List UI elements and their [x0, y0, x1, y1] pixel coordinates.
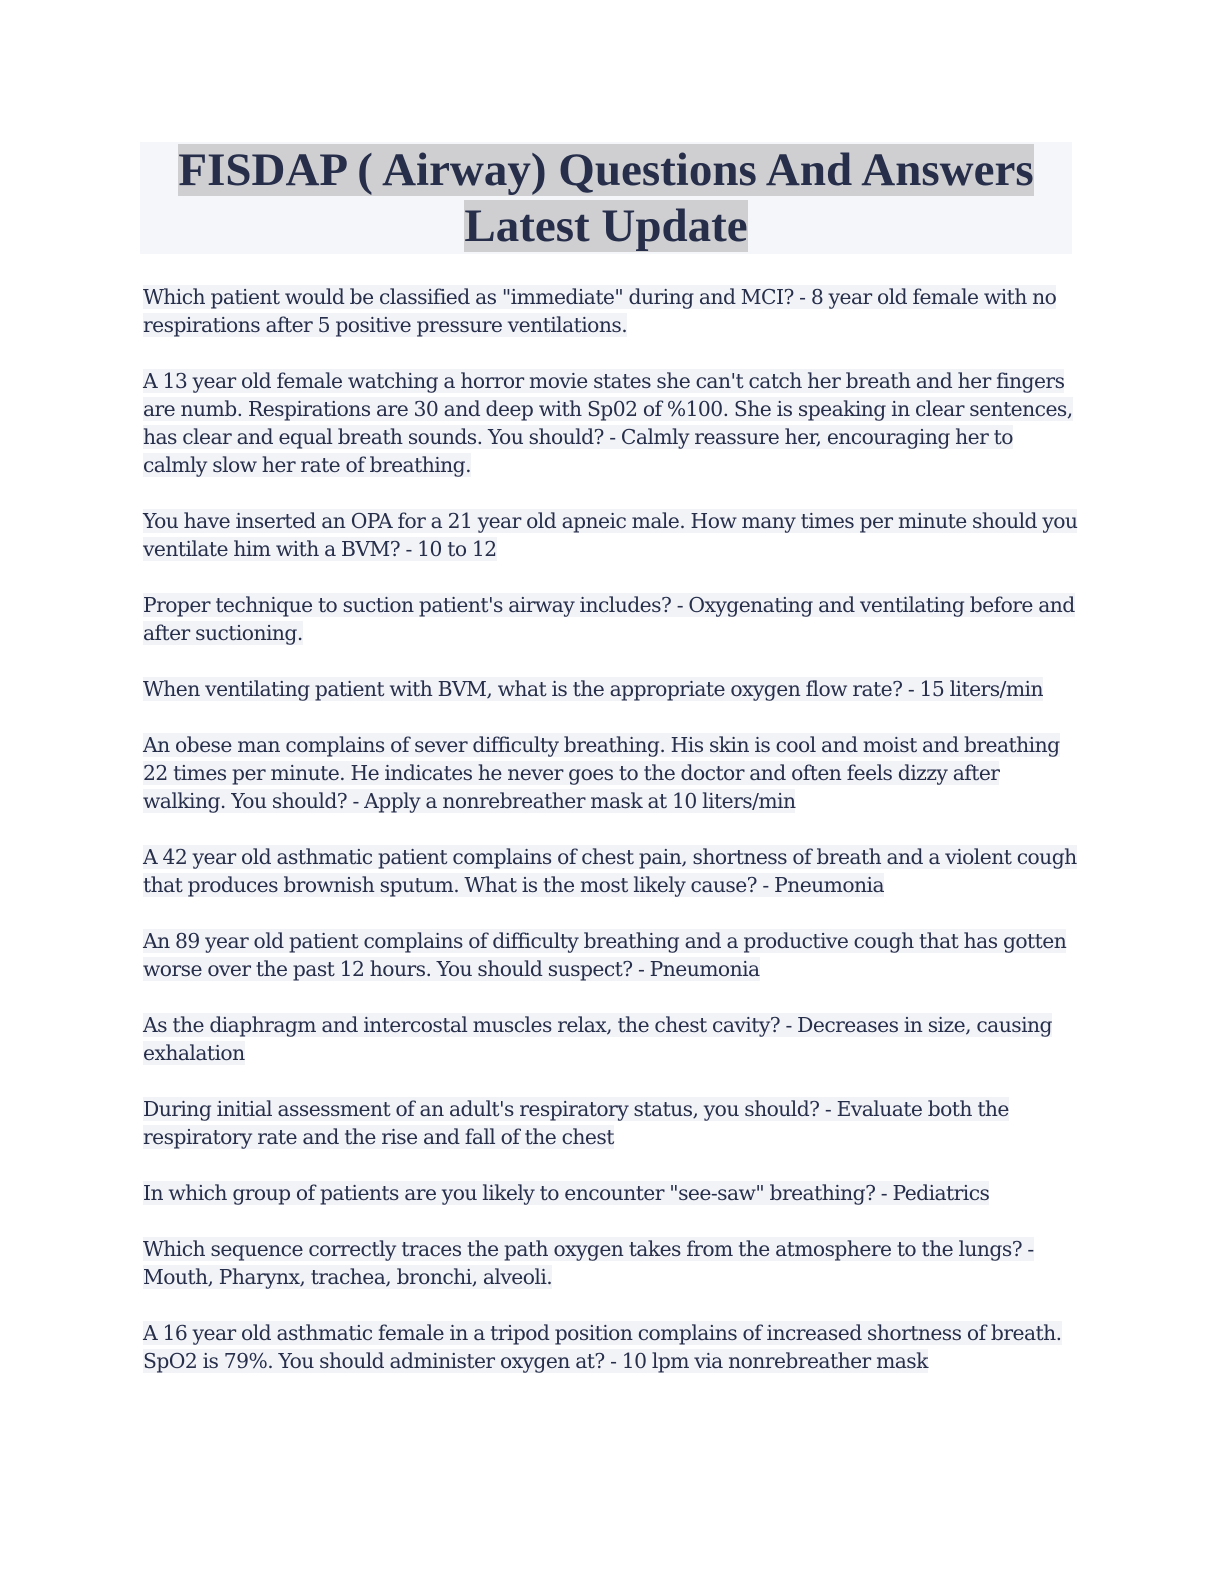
title-block — [140, 142, 1072, 254]
qa-item-text: A 13 year old female watching a horror movie states she can't catch her breath and her fingers are numb. Respirations are 30 and deep with Sp02 of %100. She is speaking in clear sentences, has clear and equal breath sounds. You should? - Calmly reassure her, encouraging her to calmly slow her rate of breathing. — [143, 369, 1073, 477]
qa-item — [143, 507, 1078, 563]
qa-item — [143, 675, 1078, 703]
qa-list — [143, 283, 1078, 1403]
qa-item — [143, 591, 1078, 647]
qa-item — [143, 367, 1078, 479]
qa-item — [143, 843, 1078, 899]
qa-item-text: An 89 year old patient complains of difficulty breathing and a productive cough that has gotten worse over the past 12 hours. You should suspect? - Pneumonia — [143, 929, 1067, 981]
qa-item-text: You have inserted an OPA for a 21 year old apneic male. How many times per minute should you ventilate him with a BVM? - 10 to 12 — [143, 509, 1078, 561]
qa-item-text: An obese man complains of sever difficulty breathing. His skin is cool and moist and breathing 22 times per minute. He indicates he never goes to the doctor and often feels dizzy after walking. You should? - Apply a nonrebreather mask at 10 liters/min — [143, 733, 1060, 813]
qa-item-text: As the diaphragm and intercostal muscles relax, the chest cavity? - Decreases in size, causing exhalation — [143, 1013, 1052, 1065]
qa-item-text: In which group of patients are you likely to encounter "see-saw" breathing? - Pediatrics — [143, 1181, 990, 1205]
qa-item — [143, 1319, 1078, 1375]
qa-item — [143, 731, 1078, 815]
qa-item — [143, 927, 1078, 983]
qa-item-text: A 42 year old asthmatic patient complains of chest pain, shortness of breath and a violent cough that produces brownish sputum. What is the most likely cause? - Pneumonia — [143, 845, 1077, 897]
qa-item — [143, 1179, 1078, 1207]
qa-item-text: During initial assessment of an adult's respiratory status, you should? - Evaluate both the respiratory rate and the rise and fall of the chest — [143, 1097, 1009, 1149]
page-title: FISDAP ( Airway) Questions And Answers Latest Update — [178, 144, 1034, 252]
qa-item-text: Which patient would be classified as "immediate" during and MCI? - 8 year old female with no respirations after 5 positive pressure ventilations. — [143, 285, 1057, 337]
qa-item — [143, 1235, 1078, 1291]
qa-item-text: Which sequence correctly traces the path oxygen takes from the atmosphere to the lungs? - Mouth, Pharynx, trachea, bronchi, alveoli. — [143, 1237, 1034, 1289]
qa-item-text: When ventilating patient with BVM, what is the appropriate oxygen flow rate? - 15 liters/min — [143, 677, 1043, 701]
qa-item — [143, 1095, 1078, 1151]
qa-item-text: Proper technique to suction patient's airway includes? - Oxygenating and ventilating before and after suctioning. — [143, 593, 1075, 645]
qa-item-text: A 16 year old asthmatic female in a tripod position complains of increased shortness of breath. SpO2 is 79%. You should administer oxygen at? - 10 lpm via nonrebreather mask — [143, 1321, 1062, 1373]
qa-item — [143, 283, 1078, 339]
qa-item — [143, 1011, 1078, 1067]
